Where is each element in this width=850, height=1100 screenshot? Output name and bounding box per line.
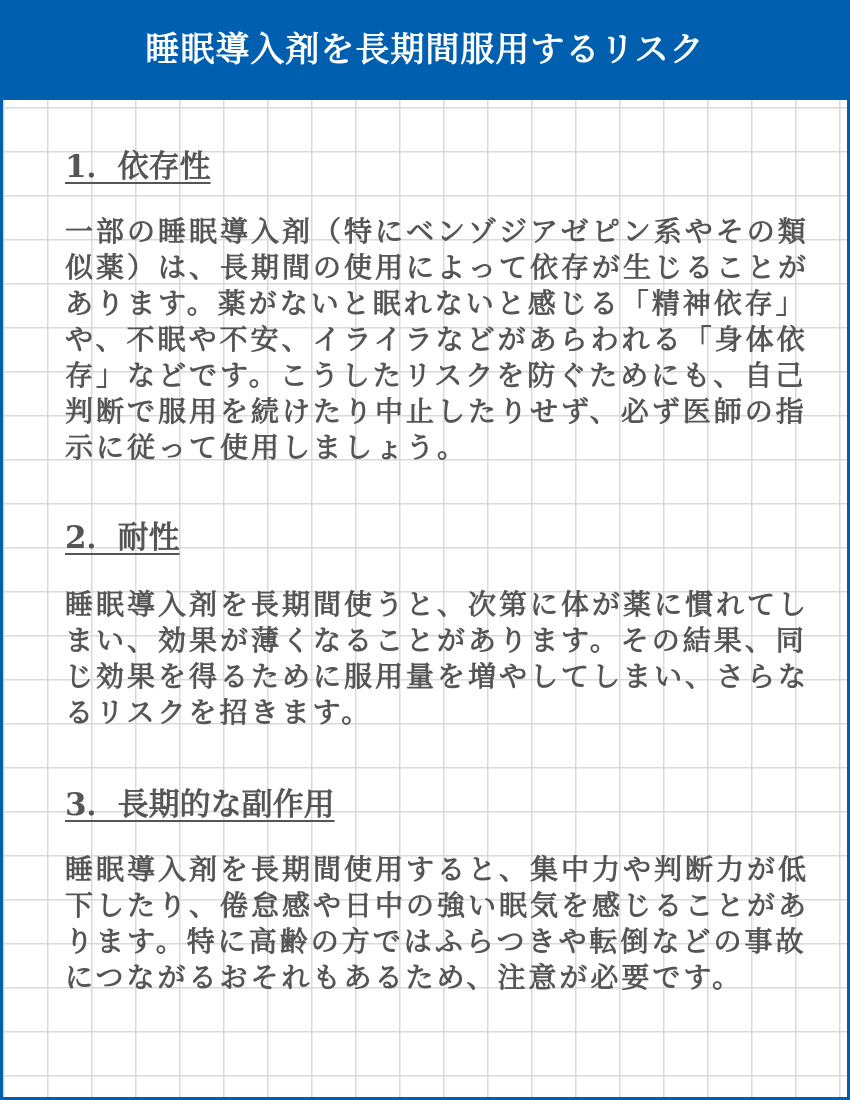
body-line: や、不眠や不安、イライラなどがあらわれる「身体依	[65, 323, 808, 356]
body-line: 下したり、倦怠感や日中の強い眠気を感じることがあ	[65, 889, 810, 922]
body-line: につながるおそれもあるため、注意が必要です。	[65, 961, 744, 994]
body-line: 示に従って使用しましょう。	[65, 431, 469, 464]
body-line: 睡眠導入剤を長期間使用すると、集中力や判断力が低	[65, 853, 810, 886]
section-heading: 3．長期的な副作用	[65, 787, 335, 823]
body-line: じ効果を得るために服用量を増やしてしまい、さらな	[65, 660, 810, 693]
body-line: るリスクを招きます。	[65, 696, 373, 729]
body-line: 似薬）は、長期間の使用によって依存が生じることが	[65, 251, 810, 284]
section-heading: 2．耐性	[65, 520, 180, 556]
body-line: 存」などです。こうしたリスクを防ぐためにも、自己	[65, 359, 807, 392]
page-title: 睡眠導入剤を長期間服用するリスク	[145, 30, 705, 70]
section-heading: 1．依存性	[65, 149, 211, 185]
body-line: ります。特に高齢の方ではふらつきや転倒などの事故	[65, 925, 807, 958]
grid-paper-content	[0, 100, 850, 1100]
title-banner	[0, 0, 850, 100]
body-line: 一部の睡眠導入剤（特にベンゾジアゼピン系やその類	[65, 215, 809, 248]
body-line: まい、効果が薄くなることがあります。その結果、同	[65, 624, 807, 657]
body-line: 睡眠導入剤を長期間使うと、次第に体が薬に慣れてし	[65, 588, 810, 621]
body-line: あります。薬がないと眠れないと感じる「精神依存」	[65, 287, 807, 320]
body-line: 判断で服用を続けたり中止したりせず、必ず医師の指	[65, 395, 807, 428]
